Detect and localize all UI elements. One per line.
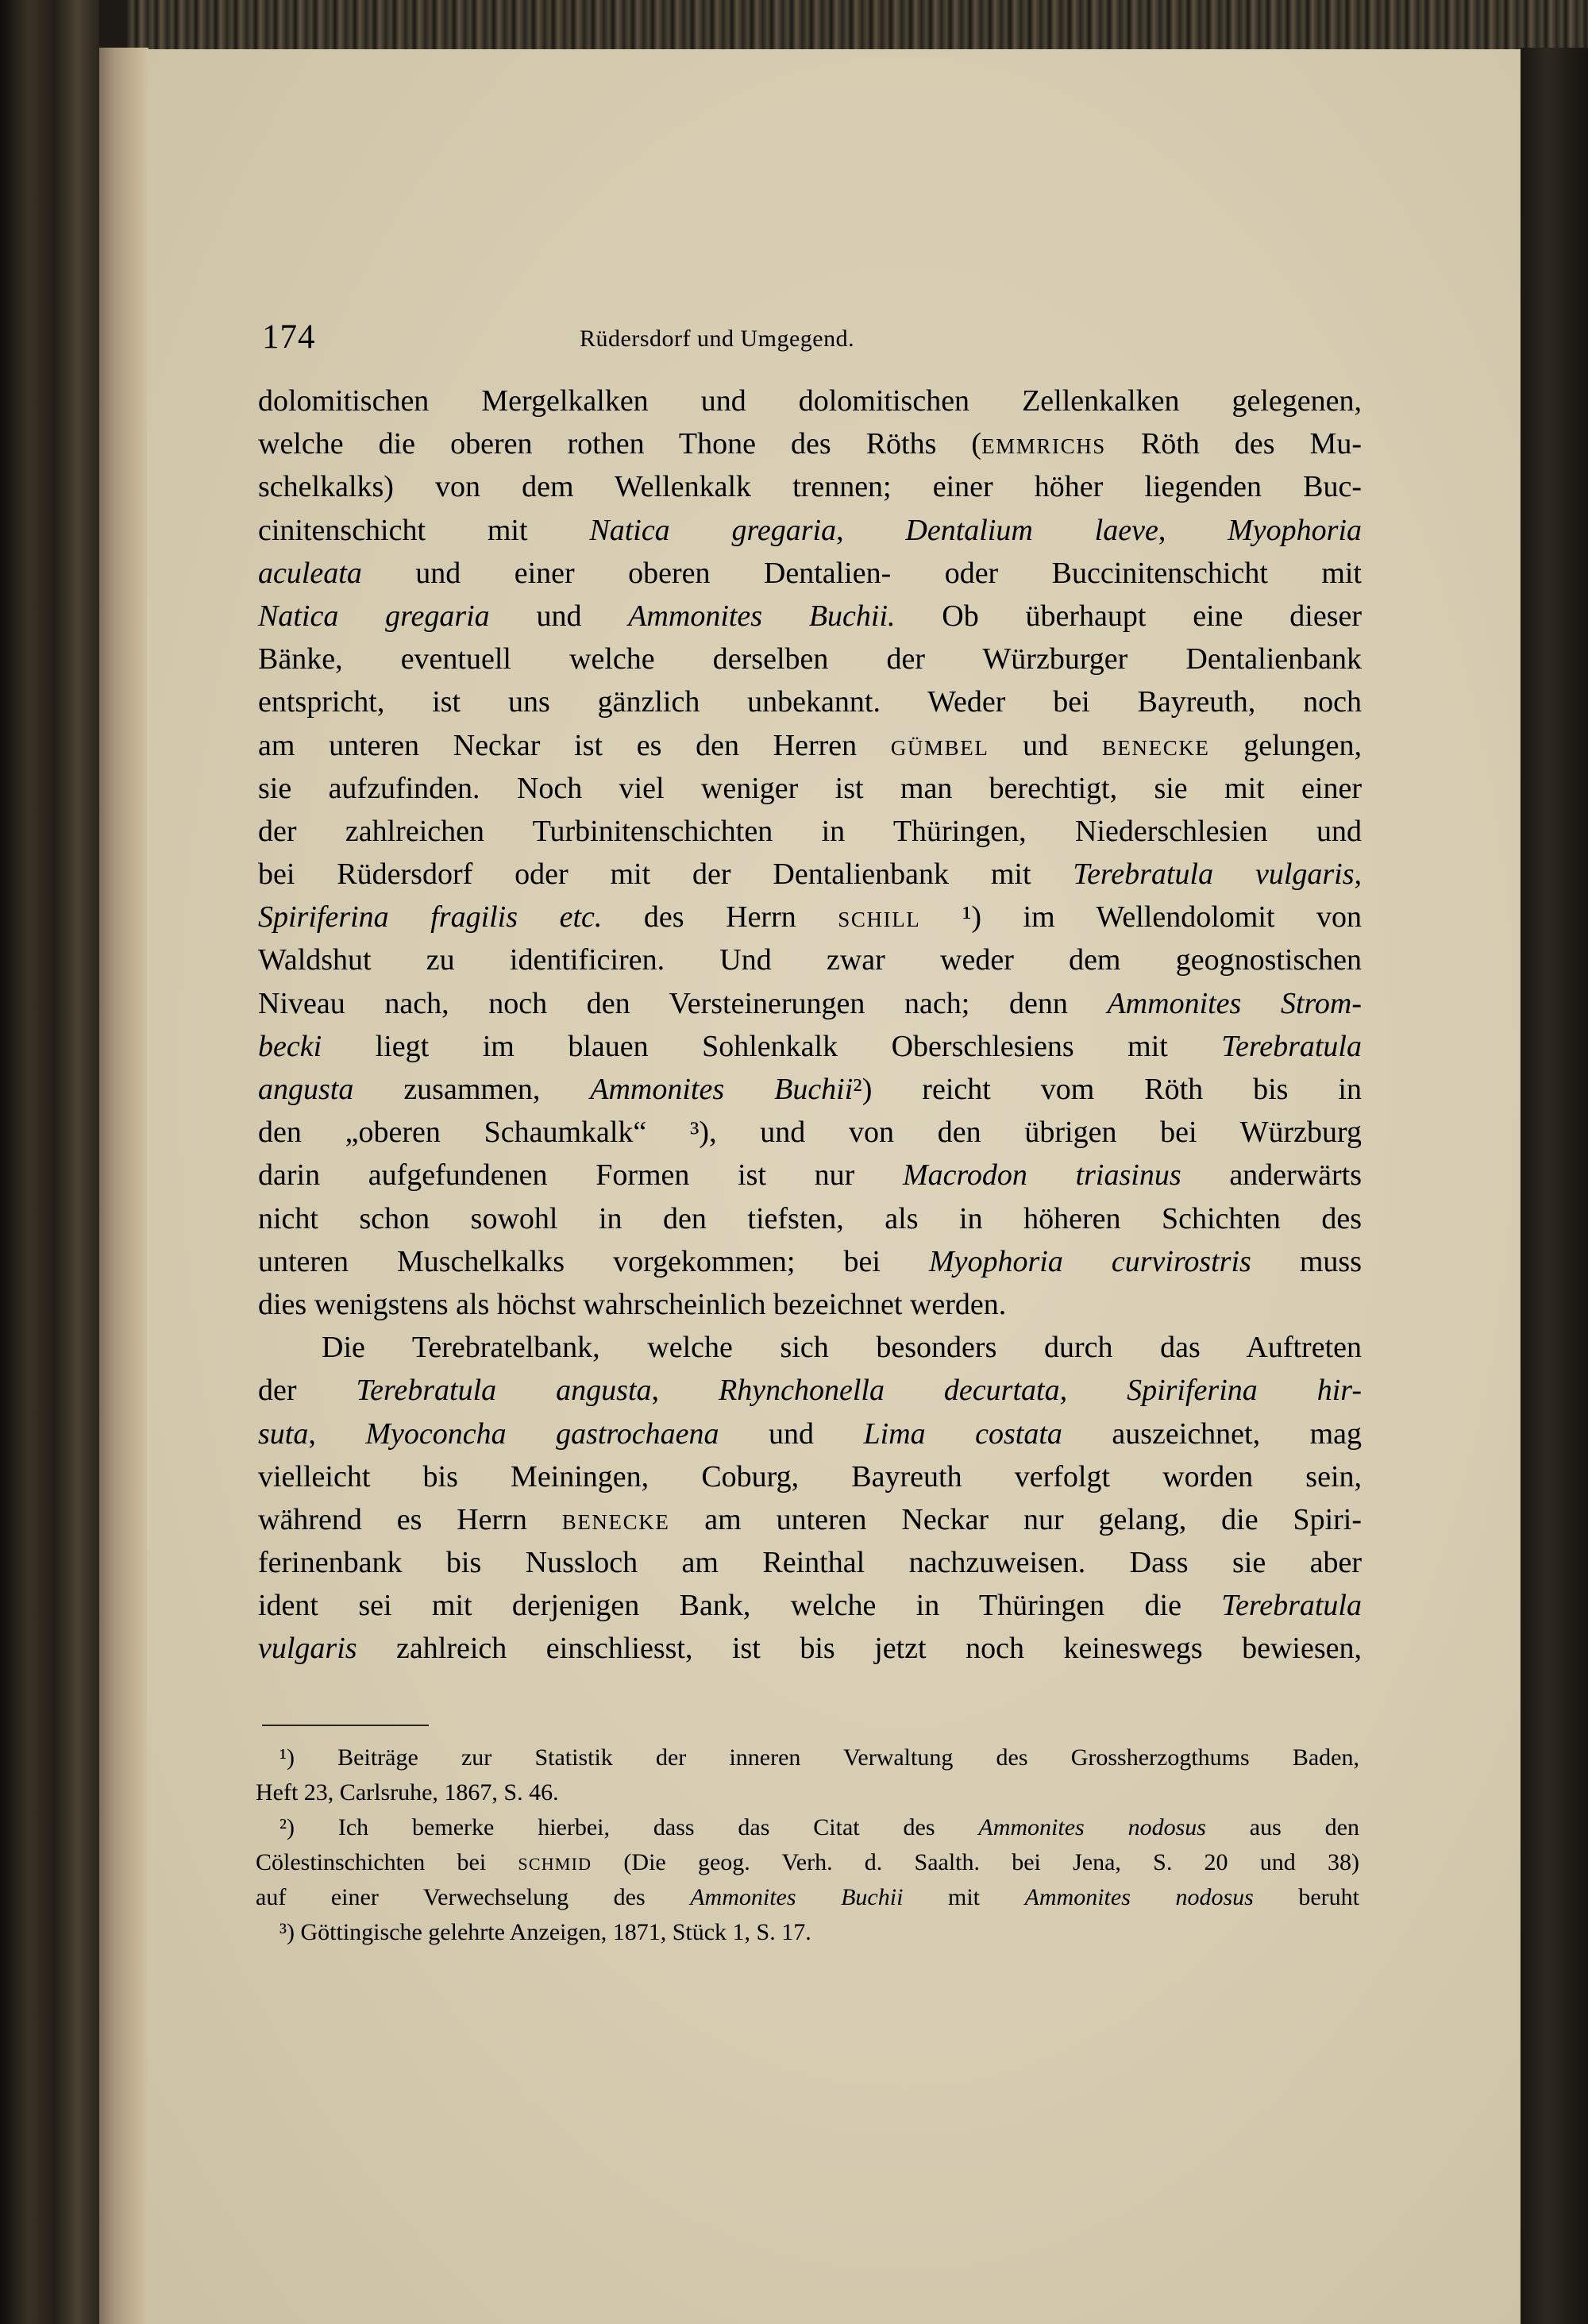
italic-species-name: Ammonites Buchii.: [628, 599, 896, 633]
text-line: [258, 465, 1362, 508]
italic-species-name: Lima costata: [863, 1416, 1062, 1451]
text-line: [258, 595, 1362, 638]
text-run: zahlreich einschliesst, ist bis jetzt noch keineswegs bewiesen,: [357, 1632, 1362, 1666]
paragraph-1: [258, 380, 1362, 1326]
italic-species-name: aculeata: [258, 556, 362, 590]
italic-species-name: Macrodon triasinus: [903, 1158, 1181, 1193]
text-run: ³) Göttingische gelehrte Anzeigen, 1871, Stück 1, S. 17.: [279, 1919, 811, 1945]
text-run: vielleicht bis Meiningen, Coburg, Bayreuth verfolgt worden sein,: [258, 1459, 1362, 1493]
text-run: liegt im blauen Sohlenkalk Oberschlesiens mit: [322, 1029, 1222, 1063]
italic-species-name: Spiriferina hir-: [1127, 1374, 1362, 1408]
right-shadow: [1521, 48, 1588, 2324]
text-line: [258, 1111, 1362, 1154]
text-run: am unteren Neckar nur gelang, die Spiri-: [669, 1502, 1362, 1536]
italic-species-name: Ammonites nodosus: [978, 1814, 1206, 1840]
text-line: [258, 1197, 1362, 1240]
italic-species-name: Rhynchonella decurtata,: [719, 1374, 1068, 1408]
text-run: Röth des Mu-: [1105, 427, 1363, 461]
text-line: [258, 896, 1362, 938]
top-page-edges: [127, 0, 1588, 56]
text-run: Ob überhaupt eine dieser: [895, 599, 1363, 633]
text-run: ¹) Beiträge zur Statistik der inneren Verwaltung des Grossherzogthums Baden,: [279, 1744, 1359, 1771]
text-run: ¹) im Wellendolomit von: [920, 900, 1362, 935]
text-line: [258, 1413, 1362, 1455]
italic-species-name: vulgaris: [258, 1632, 357, 1666]
text-run: des Herrn: [602, 900, 838, 935]
main-text: [258, 380, 1362, 1671]
text-run: und einer oberen Dentalien- oder Buccinitenschicht mit: [361, 556, 1362, 590]
author-name: SCHILL: [838, 908, 921, 932]
book-binding: [0, 0, 99, 2324]
text-run: und: [489, 599, 629, 633]
text-line: [258, 1326, 1362, 1369]
text-run: sie aufzufinden. Noch viel weniger ist man berechtigt, sie mit einer: [258, 771, 1362, 805]
text-run: am unteren Neckar ist es den Herren: [258, 728, 891, 762]
text-run: muss: [1251, 1244, 1362, 1278]
text-run: beruht: [1253, 1884, 1359, 1910]
italic-species-name: Myophoria: [1228, 513, 1363, 547]
text-run: ,: [308, 1416, 366, 1451]
italic-species-name: suta: [258, 1416, 309, 1451]
italic-species-name: becki: [258, 1029, 322, 1063]
text-run: dies wenigstens als höchst wahrscheinlich bezeichnet werden.: [258, 1287, 1007, 1321]
italic-species-name: angusta: [258, 1073, 354, 1106]
text-line: [258, 1369, 1362, 1412]
text-line: [258, 853, 1362, 896]
text-line: [258, 1584, 1362, 1627]
author-name: SCHMID: [518, 1854, 592, 1874]
text-line: [258, 938, 1362, 981]
text-line: [258, 1455, 1362, 1498]
text-run: aus den: [1205, 1814, 1359, 1840]
text-line: [258, 767, 1362, 810]
italic-species-name: Terebratula: [1221, 1589, 1362, 1623]
running-title: Rüdersdorf und Umgegend.: [580, 326, 855, 352]
text-run: darin aufgefundenen Formen ist nur: [258, 1158, 904, 1193]
text-run: der zahlreichen Turbinitenschichten in Thüringen, Niederschlesien und: [258, 814, 1362, 848]
italic-species-name: Ammonites Buchii: [690, 1884, 904, 1910]
text-line: [258, 1283, 1362, 1326]
text-run: Cölestinschichten bei: [256, 1849, 518, 1875]
text-run: Niveau nach, noch den Versteinerungen nach; denn: [258, 986, 1108, 1020]
italic-species-name: Terebratula angusta: [356, 1374, 652, 1408]
text-run: schelkalks) von dem Wellenkalk trennen; einer höher liegenden Buc-: [258, 470, 1362, 504]
text-run: ²) reicht vom Röth bis in: [853, 1073, 1362, 1106]
text-line: [258, 380, 1362, 422]
page-number: 174: [262, 318, 316, 356]
text-line: [258, 422, 1362, 465]
italic-species-name: Terebratula vulgaris,: [1073, 858, 1363, 892]
text-line: [258, 638, 1362, 680]
text-run: und: [719, 1416, 864, 1451]
text-run: nicht schon sowohl in den tiefsten, als in höheren Schichten des: [258, 1201, 1362, 1235]
text-run: der: [258, 1374, 357, 1408]
italic-species-name: Ammonites Buchii: [590, 1073, 854, 1106]
text-run: ,: [836, 513, 906, 547]
text-line: [258, 1498, 1362, 1541]
text-run: auszeichnet, mag: [1062, 1416, 1363, 1451]
text-run: gelungen,: [1209, 728, 1362, 762]
text-run: ,: [651, 1374, 719, 1408]
text-run: Heft 23, Carlsruhe, 1867, S. 46.: [256, 1779, 559, 1806]
author-name: GÜMBEL: [890, 735, 989, 760]
text-run: Bänke, eventuell welche derselben der Würzburger Dentalienbank: [258, 642, 1362, 676]
text-run: ,: [1158, 513, 1228, 547]
text-run: den „oberen Schaumkalk“ ³), und von den übrigen bei Würzburg: [258, 1116, 1362, 1150]
italic-species-name: Dentalium laeve: [905, 513, 1158, 547]
footnote-separator: [262, 1725, 429, 1726]
text-run: mit: [903, 1884, 1025, 1910]
text-run: ident sei mit derjenigen Bank, welche in Thüringen die: [258, 1589, 1222, 1623]
text-line: [258, 1025, 1362, 1068]
italic-species-name: Spiriferina fragilis etc.: [258, 900, 603, 935]
text-run: Die Terebratelbank, welche sich besonders durch das Auftreten: [322, 1331, 1362, 1365]
italic-species-name: Myophoria curvirostris: [928, 1244, 1251, 1278]
text-line: [256, 1775, 1359, 1810]
text-run: ²) Ich bemerke hierbei, dass das Citat des: [279, 1814, 979, 1840]
text-line: [258, 1068, 1362, 1111]
text-line: [258, 724, 1362, 767]
spine-page-edge: [99, 48, 148, 2324]
paragraph-2: [258, 1326, 1362, 1671]
text-run: auf einer Verwechselung des: [256, 1884, 691, 1910]
text-line: [256, 1740, 1359, 1775]
text-run: bei Rüdersdorf oder mit der Dentalienbank mit: [258, 858, 1073, 892]
italic-species-name: Terebratula: [1221, 1029, 1362, 1063]
text-line: [258, 982, 1362, 1025]
text-run: Waldshut zu identificiren. Und zwar weder dem geognostischen: [258, 943, 1362, 977]
text-run: (Die geog. Verh. d. Saalth. bei Jena, S. 20 und 38): [592, 1849, 1360, 1875]
text-run: unteren Muschelkalks vorgekommen; bei: [258, 1244, 929, 1278]
italic-species-name: Ammonites nodosus: [1024, 1884, 1254, 1910]
text-run: dolomitischen Mergelkalken und dolomitischen Zellenkalken gelegenen,: [258, 384, 1362, 418]
text-run: cinitenschicht mit: [258, 513, 590, 547]
text-line: [258, 1627, 1362, 1670]
text-line: [258, 1541, 1362, 1584]
text-line: [256, 1845, 1359, 1880]
italic-species-name: Natica gregaria: [589, 513, 837, 547]
text-line: [258, 552, 1362, 595]
text-run: und: [989, 728, 1102, 762]
text-line: [258, 509, 1362, 552]
footnotes: [256, 1740, 1359, 1950]
text-line: [256, 1880, 1359, 1915]
text-run: während es Herrn: [258, 1502, 562, 1536]
text-line: [258, 1154, 1362, 1197]
italic-species-name: Ammonites Strom-: [1107, 986, 1362, 1020]
italic-species-name: Myoconcha gastrochaena: [365, 1416, 719, 1451]
text-line: [258, 810, 1362, 853]
text-run: zusammen,: [353, 1073, 591, 1106]
page-header: [262, 318, 1366, 373]
author-name: EMMRICHS: [981, 434, 1106, 459]
text-line: [258, 680, 1362, 723]
italic-species-name: Natica gregaria: [258, 599, 490, 633]
text-line: [258, 1240, 1362, 1283]
author-name: BENECKE: [561, 1509, 670, 1534]
text-run: ferinenbank bis Nussloch am Reinthal nachzuweisen. Dass sie aber: [258, 1546, 1362, 1580]
text-run: welche die oberen rothen Thone des Röths (: [258, 427, 982, 461]
text-run: entspricht, ist uns gänzlich unbekannt. Weder bei Bayreuth, noch: [258, 685, 1362, 719]
text-run: [1067, 1374, 1127, 1407]
text-run: anderwärts: [1181, 1158, 1363, 1193]
text-line: [256, 1915, 1359, 1950]
text-line: [256, 1810, 1359, 1845]
author-name: BENECKE: [1101, 735, 1210, 760]
